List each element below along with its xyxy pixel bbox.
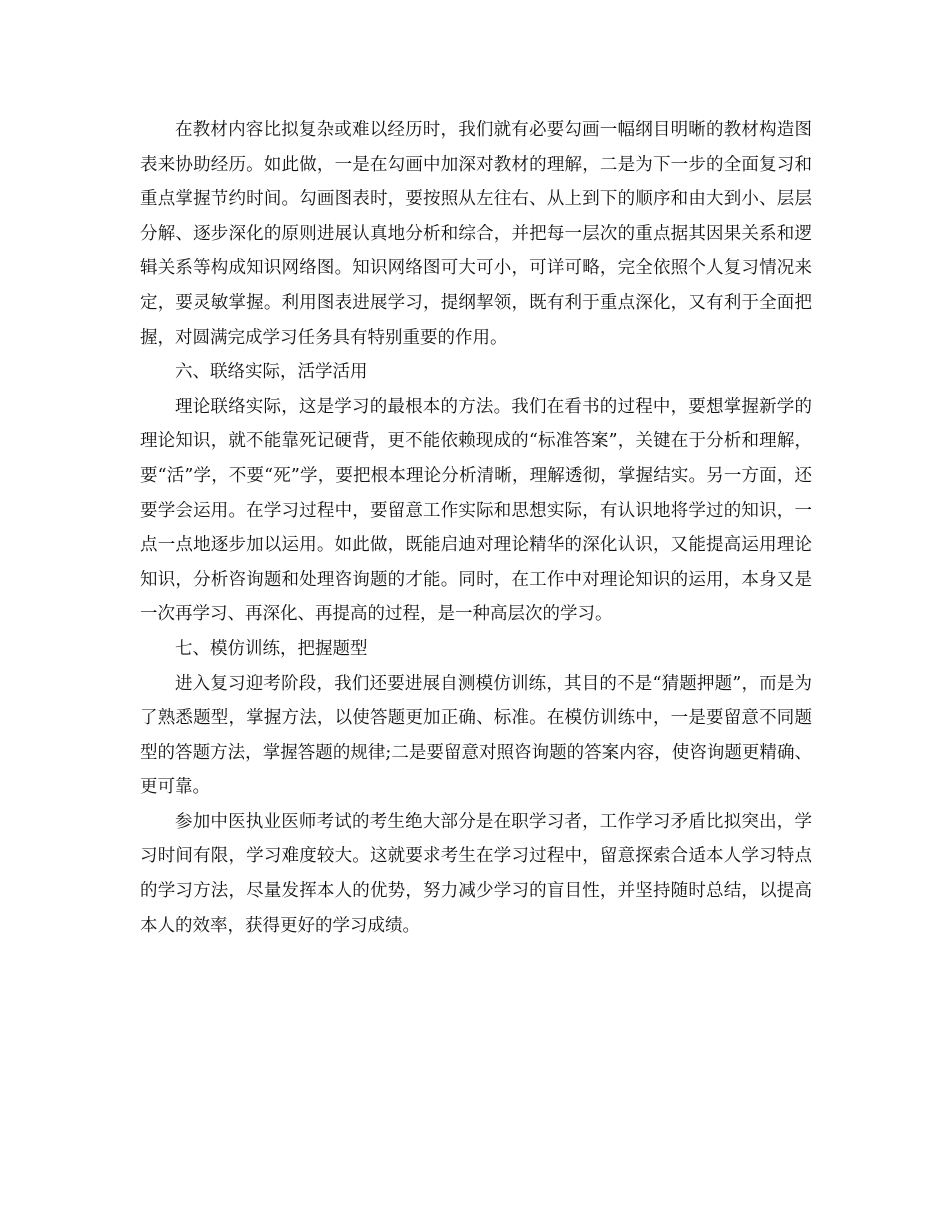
paragraph-theory-practice: 理论联络实际，这是学习的最根本的方法。我们在看书的过程中，要想掌握新学的理论知识，就不能靠死记硬背，更不能依赖现成的“标准答案”，关键在于分析和理解，要“活”学，不要“死”学，要把根本理论分析清晰，理解透彻，掌握结实。另一方面，还要学会运用。在学习过程中，要留意工作实际和思想实际，有认识地将学过的知识，一点一点地逐步加以运用。如此做，既能启迪对理论精华的深化认识，又能提高运用理论知识，分析咨询题和处理咨询题的才能。同时，在工作中对理论知识的运用，本身又是一次再学习、再深化、再提高的过程，是一种高层次的学习。 [140,396,812,625]
paragraph-simulation-training: 进入复习迎考阶段，我们还要进展自测模仿训练，其目的不是“猜题押题”，而是为了熟悉题型，掌握方法，以使答题更加正确、标准。在模仿训练中，一是要留意不同题型的答题方法，掌握答题的规律;二是要留意对照咨询题的答案内容，使咨询题更精确、更可靠。 [140,673,812,798]
paragraph-conclusion: 参加中医执业医师考试的考生绝大部分是在职学习者，工作学习矛盾比拟突出，学习时间有限，学习难度较大。这就要求考生在学习过程中，留意探索合适本人学习特点的学习方法，尽量发挥本人的优势，努力减少学习的盲目性，并坚持随时总结，以提高本人的效率，获得更好的学习成绩。 [140,811,812,936]
document-body [140,113,812,943]
paragraph-chart-method: 在教材内容比拟复杂或难以经历时，我们就有必要勾画一幅纲目明晰的教材构造图表来协助经历。如此做，一是在勾画中加深对教材的理解，二是为下一步的全面复习和重点掌握节约时间。勾画图表时，要按照从左往右、从上到下的顺序和由大到小、层层分解、逐步深化的原则进展认真地分析和综合，并把每一层次的重点据其因果关系和逻辑关系等构成知识网络图。知识网络图可大可小，可详可略，完全依照个人复习情况来定，要灵敏掌握。利用图表进展学习，提纲挈领，既有利于重点深化，又有利于全面把握，对圆满完成学习任务具有特别重要的作用。 [140,120,812,348]
section-heading-six: 六、联络实际，活学活用 [175,362,368,383]
section-heading-seven: 七、模仿训练，把握题型 [175,638,368,659]
